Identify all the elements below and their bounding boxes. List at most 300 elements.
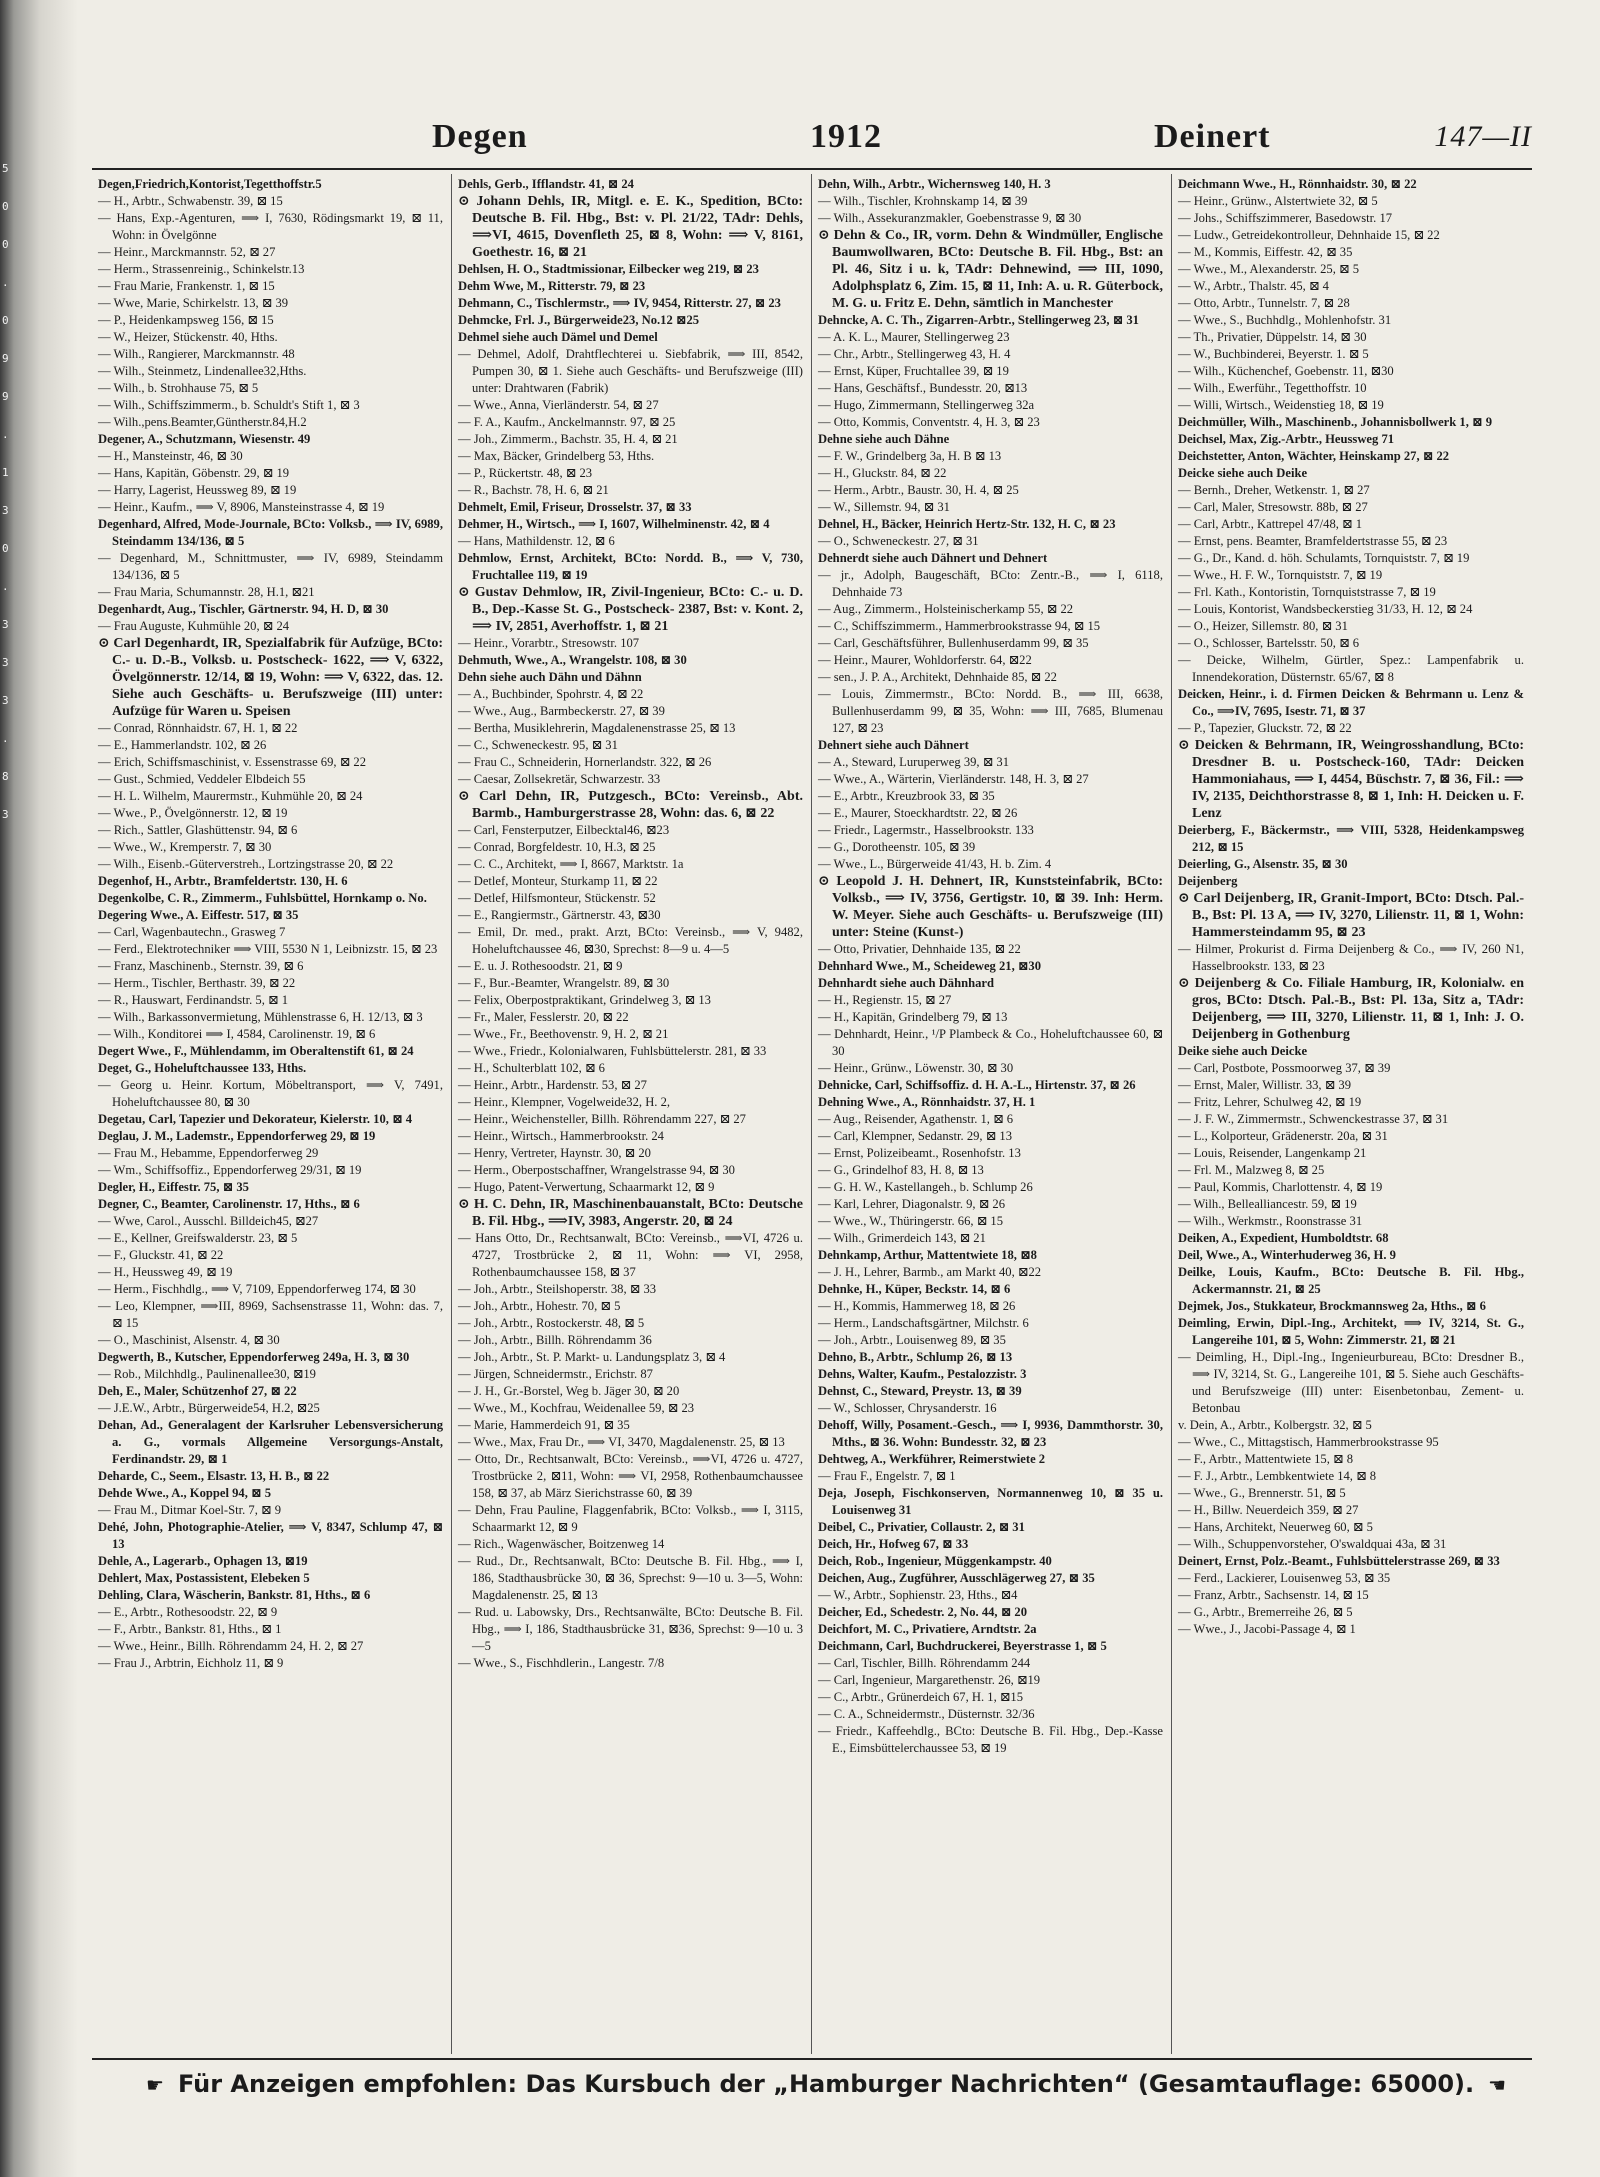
directory-entry: — Conrad, Rönnhaidstr. 67, H. 1, ⊠ 22 — [98, 721, 298, 735]
directory-entry: — Heinr., Vorarbtr., Stresowstr. 107 — [458, 636, 640, 650]
directory-entry: — Louis, Zimmermstr., BCto: Nordd. B., ⟹ III, 6638, Bullenhuserdamm 99, ⊠ 35, Wohn: ⟹ III, 7685, Blumenau 127, ⊠ 23 — [818, 687, 1163, 735]
directory-entry: — J. F. W., Zimmermstr., Schwenckestrasse 37, ⊠ 31 — [1178, 1112, 1449, 1126]
directory-entry: — Frau M., Hebamme, Eppendorferweg 29 — [98, 1146, 319, 1160]
directory-entry: — Carl, Klempner, Sedanstr. 29, ⊠ 13 — [818, 1129, 1013, 1143]
directory-entry: — W., Arbtr., Sophienstr. 23, Hths., ⊠4 — [818, 1588, 1018, 1602]
directory-entry: — Hugo, Patent-Verwertung, Schaarmarkt 12, ⊠ 9 — [458, 1180, 715, 1194]
directory-entry: — Herm., Fischhdlg., ⟹ V, 7109, Eppendorferweg 174, ⊠ 30 — [98, 1282, 416, 1296]
directory-entry: — R., Bachstr. 78, H. 6, ⊠ 21 — [458, 483, 609, 497]
directory-entry: — Frau J., Arbtrin, Eichholz 11, ⊠ 9 — [98, 1656, 284, 1670]
directory-entry: Dehling, Clara, Wäscherin, Bankstr. 81, Hths., ⊠ 6 — [98, 1588, 371, 1602]
directory-entry: — Heinr., Klempner, Vogelweide32, H. 2, — [458, 1095, 671, 1109]
directory-entry: — Wwe., Fr., Beethovenstr. 9, H. 2, ⊠ 21 — [458, 1027, 669, 1041]
directory-entry: Dehoff, Willy, Posament.-Gesch., ⟹ I, 9936, Dammthorstr. 30, Mths., ⊠ 36. Wohn: Bundesstr. 32, ⊠ 23 — [818, 1418, 1163, 1449]
directory-entry: ⊙ Carl Dehn, IR, Putzgesch., BCto: Vereinsb., Abt. Barmb., Hamburgerstrasse 28, Wohn: das. 6, ⊠ 22 — [458, 789, 803, 821]
directory-entry: — C., Arbtr., Grünerdeich 67, H. 1, ⊠15 — [818, 1690, 1024, 1704]
directory-entry: — G., Grindelhof 83, H. 8, ⊠ 13 — [818, 1163, 984, 1177]
directory-entry: Deibel, C., Privatier, Collaustr. 2, ⊠ 31 — [818, 1520, 1025, 1534]
directory-entry: — sen., J. P. A., Architekt, Dehnhaide 85, ⊠ 22 — [818, 670, 1057, 684]
directory-entry: — Georg u. Heinr. Kortum, Möbeltransport, ⟹ V, 7491, Hoheluftchaussee 80, ⊠ 30 — [98, 1078, 443, 1109]
directory-entry: — Frau M., Ditmar Koel-Str. 7, ⊠ 9 — [98, 1503, 282, 1517]
directory-entry: — O., Heizer, Sillemstr. 80, ⊠ 31 — [1178, 619, 1348, 633]
directory-entry: — Max, Bäcker, Grindelberg 53, Hths. — [458, 449, 655, 463]
directory-entry: Degener, A., Schutzmann, Wiesenstr. 49 — [98, 432, 311, 446]
directory-entry: — A., Steward, Luruperweg 39, ⊠ 31 — [818, 755, 1010, 769]
directory-entry: Dehning Wwe., A., Rönnhaidstr. 37, H. 1 — [818, 1095, 1036, 1109]
header-right-word: Deinert — [1154, 118, 1271, 155]
directory-entry: — Frau C., Schneiderin, Hornerlandstr. 322, ⊠ 26 — [458, 755, 712, 769]
directory-entry: — Herm., Landschaftsgärtner, Milchstr. 6 — [818, 1316, 1029, 1330]
directory-entry: Deja, Joseph, Fischkonserven, Normannenweg 10, ⊠ 35 u. Louisenweg 31 — [818, 1486, 1163, 1517]
directory-entry: Dehls, Gerb., Ifflandstr. 41, ⊠ 24 — [458, 177, 634, 191]
directory-entry: — Wwe., W., Kremperstr. 7, ⊠ 30 — [98, 840, 272, 854]
directory-entry: Deichfort, M. C., Privatiere, Arndtstr. 2a — [818, 1622, 1037, 1636]
directory-entry: — Wilh., Steinmetz, Lindenallee32,Hths. — [98, 364, 307, 378]
directory-columns — [92, 174, 1532, 2054]
directory-entry: Deijenberg — [1178, 874, 1238, 888]
directory-entry: Degenkolbe, C. R., Zimmerm., Fuhlsbüttel, Hornkamp o. No. — [98, 891, 427, 905]
directory-entry: — Wilh., Eisenb.-Güterverstreh., Lortzingstrasse 20, ⊠ 22 — [98, 857, 394, 871]
directory-entry: Dehmelt, Emil, Friseur, Drosselstr. 37, ⊠ 33 — [458, 500, 692, 514]
directory-entry: — Heinr., Arbtr., Hardenstr. 53, ⊠ 27 — [458, 1078, 647, 1092]
directory-entry: ⊙ Deicken & Behrmann, IR, Weingrosshandlung, BCto: Dresdner B. u. Postscheck-160, TAdr: Deicken Hammoniahaus, ⟹ I, 4454, Büschstr. 7, ⊠ 36, Fil.: ⟹ IV, 2135, Deichthorstrasse 8, ⊠ 1, Inh: H. Deicken u. F. Lenz — [1178, 738, 1524, 821]
directory-entry: — Rud., Dr., Rechtsanwalt, BCto: Deutsche B. Fil. Hbg., ⟹ I, 186, Stadthausbrücke 30, ⊠ 36, Sprechst: 9—10 u. 3—5, Wohn: Magdalenenstr. 25, ⊠ 13 — [458, 1554, 803, 1602]
directory-entry: Deilke, Louis, Kaufm., BCto: Deutsche B. Fil. Hbg., Ackermannstr. 21, ⊠ 25 — [1178, 1265, 1524, 1296]
directory-entry: — Wwe, Marie, Schirkelstr. 13, ⊠ 39 — [98, 296, 289, 310]
directory-entry: — Louis, Reisender, Langenkamp 21 — [1178, 1146, 1367, 1160]
directory-entry: — Heinr., Kaufm., ⟹ V, 8906, Mansteinstrasse 4, ⊠ 19 — [98, 500, 385, 514]
directory-entry: — Ernst, Maler, Willistr. 33, ⊠ 39 — [1178, 1078, 1352, 1092]
directory-entry: — Joh., Arbtr., Hohestr. 70, ⊠ 5 — [458, 1299, 621, 1313]
directory-entry: — Heinr., Grünw., Löwenstr. 30, ⊠ 30 — [818, 1061, 1014, 1075]
directory-entry: — Frau Auguste, Kuhmühle 20, ⊠ 24 — [98, 619, 290, 633]
pointing-hand-icon: ☛ — [146, 2073, 164, 2097]
directory-entry: — Carl, Postbote, Possmoorweg 37, ⊠ 39 — [1178, 1061, 1391, 1075]
directory-entry: — Franz, Arbtr., Sachsenstr. 14, ⊠ 15 — [1178, 1588, 1369, 1602]
directory-entry: Dehnst, C., Steward, Preystr. 13, ⊠ 39 — [818, 1384, 1022, 1398]
directory-entry: — Wilh., Ewerführ., Tegetthoffstr. 10 — [1178, 381, 1367, 395]
directory-entry: Deh, E., Maler, Schützenhof 27, ⊠ 22 — [98, 1384, 297, 1398]
directory-entry: — Wm., Schiffsoffiz., Eppendorferweg 29/31, ⊠ 19 — [98, 1163, 362, 1177]
directory-entry: — Joh., Arbtr., St. P. Markt- u. Landungsplatz 3, ⊠ 4 — [458, 1350, 726, 1364]
directory-entry: — W., Schlosser, Chrysanderstr. 16 — [818, 1401, 997, 1415]
directory-entry: — Heinr., Maurer, Wohldorferstr. 64, ⊠22 — [818, 653, 1032, 667]
directory-entry: Dehde Wwe., A., Koppel 94, ⊠ 5 — [98, 1486, 271, 1500]
directory-entry: Dehmann, C., Tischlermstr., ⟹ IV, 9454, Ritterstr. 27, ⊠ 23 — [458, 296, 781, 310]
directory-entry: — Emil, Dr. med., prakt. Arzt, BCto: Vereinsb., ⟹ V, 9482, Hoheluftchaussee 46, ⊠30, Sprechst: 8—9 u. 4—5 — [458, 925, 803, 956]
directory-entry: — Ludw., Getreidekontrolleur, Dehnhaide 15, ⊠ 22 — [1178, 228, 1440, 242]
directory-entry: Deimling, Erwin, Dipl.-Ing., Architekt, ⟹ IV, 3214, St. G., Langereihe 101, ⊠ 5, Wohn: Zimmerstr. 21, ⊠ 21 — [1178, 1316, 1524, 1347]
directory-entry: ⊙ H. C. Dehn, IR, Maschinenbauanstalt, BCto: Deutsche B. Fil. Hbg., ⟹IV, 3983, Angerstr. 20, ⊠ 24 — [458, 1197, 803, 1229]
directory-entry: — Frl. M., Malzweg 8, ⊠ 25 — [1178, 1163, 1325, 1177]
directory-entry: Deichsel, Max, Zig.-Arbtr., Heussweg 71 — [1178, 432, 1395, 446]
directory-entry: — Rich., Sattler, Glashüttenstr. 94, ⊠ 6 — [98, 823, 298, 837]
directory-entry: Deierberg, F., Bäckermstr., ⟹ VIII, 5328, Heidenkampsweg 212, ⊠ 15 — [1178, 823, 1524, 854]
directory-entry: — Wwe., Friedr., Kolonialwaren, Fuhlsbüttelerstr. 281, ⊠ 33 — [458, 1044, 767, 1058]
directory-entry: — Otto, Dr., Rechtsanwalt, BCto: Vereinsb., ⟹VI, 4726 u. 4727, Trostbrücke 2, ⊠11, Wohn: ⟹ VI, 2958, Rothenbaumchaussee 158, ⊠ 37, ab März Sierichstrasse 60, ⊠ 39 — [458, 1452, 803, 1500]
page-header — [92, 110, 1532, 170]
directory-entry: — G., Dorotheenstr. 105, ⊠ 39 — [818, 840, 976, 854]
advertisement-footer — [132, 2070, 1512, 2110]
directory-entry: — F. A., Kaufm., Anckelmannstr. 97, ⊠ 25 — [458, 415, 676, 429]
directory-entry: — H., Heussweg 49, ⊠ 19 — [98, 1265, 233, 1279]
directory-entry: Deicher, Ed., Schedestr. 2, No. 44, ⊠ 20 — [818, 1605, 1028, 1619]
directory-entry: Dehlert, Max, Postassistent, Elebeken 5 — [98, 1571, 310, 1585]
directory-entry: — Deicke, Wilhelm, Gürtler, Spez.: Lampenfabrik u. Innendekoration, Düsternstr. 65/67, ⊠ 8 — [1178, 653, 1524, 684]
directory-entry: Dehnkamp, Arthur, Mattentwiete 18, ⊠8 — [818, 1248, 1037, 1262]
column-2 — [452, 174, 812, 2054]
directory-entry: — H. L. Wilhelm, Maurermstr., Kuhmühle 20, ⊠ 24 — [98, 789, 363, 803]
directory-entry: — Frau Maria, Schumannstr. 28, H.1, ⊠21 — [98, 585, 315, 599]
directory-entry: — Aug., Reisender, Agathenstr. 1, ⊠ 6 — [818, 1112, 1014, 1126]
directory-entry: — Chr., Arbtr., Stellingerweg 43, H. 4 — [818, 347, 1011, 361]
header-rule — [92, 168, 1532, 170]
directory-entry: — F., Gluckstr. 41, ⊠ 22 — [98, 1248, 224, 1262]
directory-entry: v. Dein, A., Arbtr., Kolbergstr. 32, ⊠ 5 — [1178, 1418, 1372, 1432]
directory-entry: — Aug., Zimmerm., Holsteinischerkamp 55, ⊠ 22 — [818, 602, 1074, 616]
directory-entry: — Degenhard, M., Schnittmuster, ⟹ IV, 6989, Steindamm 134/136, ⊠ 5 — [98, 551, 443, 582]
directory-entry: — Ernst, Küper, Fruchtallee 39, ⊠ 19 — [818, 364, 1009, 378]
directory-entry: Dehne siehe auch Dähne — [818, 432, 950, 446]
directory-entry: — Carl, Fensterputzer, Eilbecktal46, ⊠23 — [458, 823, 670, 837]
directory-entry: Deicke siehe auch Deike — [1178, 466, 1308, 480]
directory-entry: Degenhof, H., Arbtr., Bramfeldertstr. 130, H. 6 — [98, 874, 348, 888]
directory-entry: Dehnicke, Carl, Schiffsoffiz. d. H. A.-L., Hirtenstr. 37, ⊠ 26 — [818, 1078, 1136, 1092]
directory-entry: — Franz, Maschinenb., Sternstr. 39, ⊠ 6 — [98, 959, 304, 973]
directory-entry: ⊙ Gustav Dehmlow, IR, Zivil-Ingenieur, BCto: C.- u. D. B., Dep.-Kasse St. G., Postscheck- 2387, Bst: v. Kont. 2, ⟹ IV, 2851, Averhoffstr. 1, ⊠ 21 — [458, 585, 803, 634]
directory-entry: Deinert, Ernst, Polz.-Beamt., Fuhlsbüttelerstrasse 269, ⊠ 33 — [1178, 1554, 1500, 1568]
header-left-word: Degen — [432, 118, 528, 155]
directory-entry: — O., Schlosser, Bartelsstr. 50, ⊠ 6 — [1178, 636, 1360, 650]
directory-entry: — Heinr., Wirtsch., Hammerbrookstr. 24 — [458, 1129, 664, 1143]
directory-entry: — Hans, Exp.-Agenturen, ⟹ I, 7630, Rödingsmarkt 19, ⊠ 11, Wohn: in Övelgönne — [98, 211, 443, 242]
directory-entry: — Paul, Kommis, Charlottenstr. 4, ⊠ 19 — [1178, 1180, 1383, 1194]
directory-entry: — Harry, Lagerist, Heussweg 89, ⊠ 19 — [98, 483, 297, 497]
column-3 — [812, 174, 1172, 2054]
directory-entry: — Wwe., G., Brennerstr. 51, ⊠ 5 — [1178, 1486, 1346, 1500]
directory-entry: Deich, Rob., Ingenieur, Müggenkampstr. 40 — [818, 1554, 1052, 1568]
directory-entry: Degenhard, Alfred, Mode-Journale, BCto: Volksb., ⟹ IV, 6989, Steindamm 134/136, ⊠ 5 — [98, 517, 443, 548]
directory-entry: — F., Arbtr., Bankstr. 81, Hths., ⊠ 1 — [98, 1622, 282, 1636]
directory-entry: — Joh., Zimmerm., Bachstr. 35, H. 4, ⊠ 21 — [458, 432, 678, 446]
directory-entry: — Otto, Kommis, Conventstr. 4, H. 3, ⊠ 23 — [818, 415, 1040, 429]
directory-entry: — Wilh., Tischler, Krohnskamp 14, ⊠ 39 — [818, 194, 1028, 208]
directory-entry: — Wilh., b. Strohhause 75, ⊠ 5 — [98, 381, 259, 395]
directory-entry: Degetau, Carl, Tapezier und Dekorateur, Kielerstr. 10, ⊠ 4 — [98, 1112, 413, 1126]
directory-entry: — Felix, Oberpostpraktikant, Grindelweg 3, ⊠ 13 — [458, 993, 711, 1007]
directory-entry: — Deimling, H., Dipl.-Ing., Ingenieurbureau, BCto: Dresdner B., ⟹ IV, 3214, St. G., Langereihe 101, ⊠ 5. Siehe auch Geschäfts- und Berufszweige (III) unter: Eisenbetonbau, Zement- u. Betonbau — [1178, 1350, 1524, 1415]
directory-entry: — Joh., Arbtr., Rostockerstr. 48, ⊠ 5 — [458, 1316, 645, 1330]
directory-entry: ⊙ Deijenberg & Co. Filiale Hamburg, IR, Kolonialw. en gros, BCto: Dtsch. Pal.-B., Bst: Pl. 13a, Sitz a, TAdr: Deijenberg, ⟹ III, 3270, Lilienstr. 11, ⊠ 1, Inh: J. O. Deijenberg in Gothenburg — [1178, 976, 1524, 1042]
directory-entry: — J. H., Gr.-Borstel, Weg b. Jäger 30, ⊠ 20 — [458, 1384, 680, 1398]
directory-entry: Dehno, B., Arbtr., Schlump 26, ⊠ 13 — [818, 1350, 1013, 1364]
directory-entry: — Friedr., Lagermstr., Hasselbrookstr. 133 — [818, 823, 1034, 837]
directory-entry: Dehnert siehe auch Dähnert — [818, 738, 969, 752]
directory-entry: — Wwe., C., Mittagstisch, Hammerbrookstrasse 95 — [1178, 1435, 1439, 1449]
directory-entry: — Ernst, Polizeibeamt., Rosenhofstr. 13 — [818, 1146, 1021, 1160]
directory-entry: — Wilh., Rangierer, Marckmannstr. 48 — [98, 347, 295, 361]
directory-entry: — Joh., Arbtr., Steilshoperstr. 38, ⊠ 33 — [458, 1282, 657, 1296]
directory-entry: ⊙ Johann Dehls, IR, Mitgl. e. E. K., Spedition, BCto: Deutsche B. Fil. Hbg., Bst: v. Pl. 21/22, TAdr: Dehls, ⟹VI, 4615, Dovenfleth 25, ⊠ 8, Wohn: ⟹ V, 8161, Goethestr. 16, ⊠ 21 — [458, 194, 803, 260]
pointing-hand-icon: ☚ — [1488, 2073, 1507, 2097]
directory-entry: — Frau Marie, Frankenstr. 1, ⊠ 15 — [98, 279, 275, 293]
directory-entry: — Dehmel, Adolf, Drahtflechterei u. Siebfabrik, ⟹ III, 8542, Pumpen 30, ⊠ 1. Siehe auch Geschäfts- und Berufszweige (III) unter: Drahtwaren (Fabrik) — [458, 347, 803, 395]
directory-entry: — Otto, Arbtr., Tunnelstr. 7, ⊠ 28 — [1178, 296, 1350, 310]
directory-entry: — Fr., Maler, Fesslerstr. 20, ⊠ 22 — [458, 1010, 629, 1024]
directory-entry: Deharde, C., Seem., Elsastr. 13, H. B., ⊠ 22 — [98, 1469, 330, 1483]
directory-entry: — Th., Privatier, Düppelstr. 14, ⊠ 30 — [1178, 330, 1367, 344]
directory-entry: — Heinr., Marckmannstr. 52, ⊠ 27 — [98, 245, 276, 259]
directory-entry: — Joh., Arbtr., Louisenweg 89, ⊠ 35 — [818, 1333, 1006, 1347]
directory-entry: — G., Dr., Kand. d. höh. Schulamts, Tornquiststr. 7, ⊠ 19 — [1178, 551, 1470, 565]
directory-entry: Degenhardt, Aug., Tischler, Gärtnerstr. 94, H. D, ⊠ 30 — [98, 602, 389, 616]
directory-entry: Deichmüller, Wilh., Maschinenb., Johannisbollwerk 1, ⊠ 9 — [1178, 415, 1493, 429]
directory-entry: — Dehnhardt, Heinr., ¹/P Plambeck & Co., Hoheluftchaussee 60, ⊠ 30 — [818, 1027, 1163, 1058]
directory-entry: Deich, Hr., Hofweg 67, ⊠ 33 — [818, 1537, 969, 1551]
directory-entry: — Herm., Arbtr., Baustr. 30, H. 4, ⊠ 25 — [818, 483, 1019, 497]
directory-entry: Dehmel siehe auch Dämel und Demel — [458, 330, 658, 344]
directory-entry: Dehnerdt siehe auch Dähnert und Dehnert — [818, 551, 1048, 565]
directory-entry: Degen,Friedrich,Kontorist,Tegetthoffstr.5 — [98, 177, 322, 191]
directory-entry: — Carl, Maler, Stresowstr. 88b, ⊠ 27 — [1178, 500, 1368, 514]
directory-entry: — Wwe., P., Övelgönnerstr. 12, ⊠ 19 — [98, 806, 288, 820]
directory-entry: — C., Schiffszimmerm., Hammerbrookstrasse 94, ⊠ 15 — [818, 619, 1101, 633]
directory-entry: — M., Kommis, Eiffestr. 42, ⊠ 35 — [1178, 245, 1353, 259]
directory-entry: — Joh., Arbtr., Billh. Röhrendamm 36 — [458, 1333, 652, 1347]
directory-entry: — Wwe., Anna, Vierländerstr. 54, ⊠ 27 — [458, 398, 659, 412]
directory-entry: — Carl, Tischler, Billh. Röhrendamm 244 — [818, 1656, 1031, 1670]
directory-entry: — Marie, Hammerdeich 91, ⊠ 35 — [458, 1418, 630, 1432]
directory-entry: — E., Hammerlandstr. 102, ⊠ 26 — [98, 738, 267, 752]
directory-entry: — Bernh., Dreher, Wetkenstr. 1, ⊠ 27 — [1178, 483, 1370, 497]
directory-entry: Degwerth, B., Kutscher, Eppendorferweg 249a, H. 3, ⊠ 30 — [98, 1350, 410, 1364]
directory-entry: — Wilh., Küchenchef, Goebenstr. 11, ⊠30 — [1178, 364, 1394, 378]
directory-entry: — Frl. Kath., Kontoristin, Tornquiststrasse 7, ⊠ 19 — [1178, 585, 1436, 599]
directory-entry: — Johs., Schiffszimmerer, Basedowstr. 17 — [1178, 211, 1393, 225]
directory-entry: — Wwe., J., Jacobi-Passage 4, ⊠ 1 — [1178, 1622, 1356, 1636]
directory-entry: Dehmlow, Ernst, Architekt, BCto: Nordd. B., ⟹ V, 730, Fruchtallee 119, ⊠ 19 — [458, 551, 803, 582]
directory-entry: — F. W., Grindelberg 3a, H. B ⊠ 13 — [818, 449, 1002, 463]
directory-entry: — Detlef, Monteur, Sturkamp 11, ⊠ 22 — [458, 874, 658, 888]
directory-entry: — A. K. L., Maurer, Stellingerweg 23 — [818, 330, 1010, 344]
directory-entry: — Hans, Mathildenstr. 12, ⊠ 6 — [458, 534, 615, 548]
directory-entry: — Wilh., Werkmstr., Roonstrasse 31 — [1178, 1214, 1363, 1228]
directory-entry: Dehns, Walter, Kaufm., Pestalozzistr. 3 — [818, 1367, 1027, 1381]
directory-entry: — C. A., Schneidermstr., Düsternstr. 32/36 — [818, 1707, 1035, 1721]
directory-entry: — H., Regienstr. 15, ⊠ 27 — [818, 993, 952, 1007]
directory-entry: — H., Gluckstr. 84, ⊠ 22 — [818, 466, 947, 480]
directory-entry: — C., Schweneckestr. 95, ⊠ 31 — [458, 738, 618, 752]
directory-entry: ⊙ Leopold J. H. Dehnert, IR, Kunststeinfabrik, BCto: Volksb., ⟹ IV, 3756, Gertigstr. 10, ⊠ 39. Inh: Herm. W. Meyer. Siehe auch Geschäfts- u. Berufszweige (III) unter: Steine (Kunst-) — [818, 874, 1163, 940]
directory-entry: — H., Kapitän, Grindelberg 79, ⊠ 13 — [818, 1010, 1008, 1024]
directory-entry: — F., Bur.-Beamter, Wrangelstr. 89, ⊠ 30 — [458, 976, 670, 990]
directory-entry: — Hilmer, Prokurist d. Firma Deijenberg & Co., ⟹ IV, 260 N1, Hasselbrookstr. 133, ⊠ 23 — [1178, 942, 1524, 973]
directory-entry: — Herm., Tischler, Berthastr. 39, ⊠ 22 — [98, 976, 296, 990]
directory-entry: — Willi, Wirtsch., Weidenstieg 18, ⊠ 19 — [1178, 398, 1384, 412]
directory-entry: Dehan, Ad., Generalagent der Karlsruher Lebensversicherung a. G., vormals Allgemeine Versorgungs-Anstalt, Ferdinandstr. 29, ⊠ 1 — [98, 1418, 443, 1466]
directory-entry: — Herm., Strassenreinig., Schinkelstr.13 — [98, 262, 305, 276]
directory-entry: — J. H., Lehrer, Barmb., am Markt 40, ⊠22 — [818, 1265, 1042, 1279]
directory-entry: — Wwe., S., Buchhdlg., Mohlenhofstr. 31 — [1178, 313, 1392, 327]
directory-entry: — Wwe., Max, Frau Dr., ⟹ VI, 3470, Magdalenenstr. 25, ⊠ 13 — [458, 1435, 785, 1449]
directory-entry: — Wwe., S., Fischhdlerin., Langestr. 7/8 — [458, 1656, 665, 1670]
directory-entry: — Wwe., H. F. W., Tornquiststr. 7, ⊠ 19 — [1178, 568, 1383, 582]
directory-entry: — Wilh., Barkassonvermietung, Mühlenstrasse 6, H. 12/13, ⊠ 3 — [98, 1010, 423, 1024]
directory-entry: — Herm., Oberpostschaffner, Wrangelstrasse 94, ⊠ 30 — [458, 1163, 735, 1177]
directory-entry: — Wwe, Carol., Ausschl. Billdeich45, ⊠27 — [98, 1214, 319, 1228]
directory-entry: Dehn, Wilh., Arbtr., Wichernsweg 140, H. 3 — [818, 177, 1051, 191]
directory-entry: Dehm Wwe, M., Ritterstr. 79, ⊠ 23 — [458, 279, 646, 293]
directory-entry: — Ferd., Elektrotechniker ⟹ VIII, 5530 N 1, Leibnizstr. 15, ⊠ 23 — [98, 942, 438, 956]
directory-entry: Deget, G., Hoheluftchaussee 133, Hths. — [98, 1061, 307, 1075]
directory-entry: — Wwe., Heinr., Billh. Röhrendamm 24, H. 2, ⊠ 27 — [98, 1639, 364, 1653]
directory-entry: — F., Arbtr., Mattentwiete 15, ⊠ 8 — [1178, 1452, 1353, 1466]
directory-entry: — H., Schulterblatt 102, ⊠ 6 — [458, 1061, 605, 1075]
directory-entry: Deil, Wwe., A., Winterhuderweg 36, H. 9 — [1178, 1248, 1396, 1262]
directory-entry: — Carl, Arbtr., Kattrepel 47/48, ⊠ 1 — [1178, 517, 1363, 531]
directory-entry: — W., Sillemstr. 94, ⊠ 31 — [818, 500, 950, 514]
directory-entry: Deike siehe auch Deicke — [1178, 1044, 1308, 1058]
directory-entry: — Rob., Milchhdlg., Paulinenallee30, ⊠19 — [98, 1367, 316, 1381]
directory-entry: — Rud. u. Labowsky, Drs., Rechtsanwälte, BCto: Deutsche B. Fil. Hbg., ⟹ I, 186, Stadthausbrücke 31, ⊠36, Sprechst: 9—10 u. 3—5 — [458, 1605, 803, 1653]
directory-entry: — Wwe., M., Kochfrau, Weidenallee 59, ⊠ 23 — [458, 1401, 695, 1415]
directory-entry: Deierling, G., Alsenstr. 35, ⊠ 30 — [1178, 857, 1348, 871]
directory-entry: Deichmann Wwe., H., Rönnhaidstr. 30, ⊠ 22 — [1178, 177, 1417, 191]
directory-entry: — H., Kommis, Hammerweg 18, ⊠ 26 — [818, 1299, 1016, 1313]
directory-entry: — Caesar, Zollsekretär, Schwarzestr. 33 — [458, 772, 661, 786]
directory-entry: — Louis, Kontorist, Wandsbeckerstieg 31/33, H. 12, ⊠ 24 — [1178, 602, 1473, 616]
directory-entry: — L., Kolporteur, Grädenerstr. 20a, ⊠ 31 — [1178, 1129, 1388, 1143]
directory-entry: — Dehn, Frau Pauline, Flaggenfabrik, BCto: Volksb., ⟹ I, 3115, Schaarmarkt 12, ⊠ 9 — [458, 1503, 803, 1534]
directory-entry: — Wilh., Bellealliancestr. 59, ⊠ 19 — [1178, 1197, 1357, 1211]
directory-entry: — Wwe., A., Wärterin, Vierländerstr. 148, H. 3, ⊠ 27 — [818, 772, 1089, 786]
directory-entry: — Wwe., M., Alexanderstr. 25, ⊠ 5 — [1178, 262, 1360, 276]
directory-entry: — Ernst, pens. Beamter, Bramfeldertstrasse 55, ⊠ 23 — [1178, 534, 1448, 548]
directory-entry: — Wwe., W., Thüringerstr. 66, ⊠ 15 — [818, 1214, 1003, 1228]
scan-edge — [0, 0, 78, 2177]
directory-entry: — H., Billw. Neuerdeich 359, ⊠ 27 — [1178, 1503, 1359, 1517]
directory-entry: — Wilh., Assekuranzmakler, Goebenstrasse 9, ⊠ 30 — [818, 211, 1082, 225]
directory-entry: — jr., Adolph, Baugeschäft, BCto: Zentr.-B., ⟹ I, 6118, Dehnhaide 73 — [818, 568, 1163, 599]
directory-entry: — Hans, Architekt, Neuerweg 60, ⊠ 5 — [1178, 1520, 1373, 1534]
directory-entry: — H., Mansteinstr, 46, ⊠ 30 — [98, 449, 243, 463]
directory-entry: — Fritz, Lehrer, Schulweg 42, ⊠ 19 — [1178, 1095, 1362, 1109]
directory-entry: Dehnhard Wwe., M., Scheideweg 21, ⊠30 — [818, 959, 1042, 973]
directory-entry: Deichmann, Carl, Buchdruckerei, Beyerstrasse 1, ⊠ 5 — [818, 1639, 1107, 1653]
directory-entry: ⊙ Carl Deijenberg, IR, Granit-Import, BCto: Dtsch. Pal.-B., Bst: Pl. 13 A, ⟹ IV, 3270, Lilienstr. 11, ⊠ 1, Wohn: Hammersteindamm 95, ⊠ 23 — [1178, 891, 1524, 940]
directory-entry: — E., Arbtr., Kreuzbrook 33, ⊠ 35 — [818, 789, 995, 803]
directory-entry: — W., Buchbinderei, Beyerstr. 1. ⊠ 5 — [1178, 347, 1369, 361]
directory-entry: — Wilh., Schiffszimmerm., b. Schuldt's Stift 1, ⊠ 3 — [98, 398, 360, 412]
header-year: 1912 — [810, 118, 882, 155]
directory-entry: — C. C., Architekt, ⟹ I, 8667, Marktstr. 1a — [458, 857, 684, 871]
directory-entry: Deicken, Heinr., i. d. Firmen Deicken & Behrmann u. Lenz & Co., ⟹IV, 7695, Isestr. 71, ⊠ 37 — [1178, 687, 1524, 718]
page-number: 147—II — [1434, 120, 1532, 153]
directory-entry: — P., Tapezier, Gluckstr. 72, ⊠ 22 — [1178, 721, 1352, 735]
directory-entry: Dehmer, H., Wirtsch., ⟹ I, 1607, Wilhelminenstr. 42, ⊠ 4 — [458, 517, 770, 531]
directory-entry: — Gust., Schmied, Veddeler Elbdeich 55 — [98, 772, 306, 786]
directory-entry: Deglau, J. M., Lademstr., Eppendorferweg 29, ⊠ 19 — [98, 1129, 376, 1143]
directory-entry: — W., Heizer, Stückenstr. 40, Hths. — [98, 330, 278, 344]
directory-entry: — G., Arbtr., Bremerreihe 26, ⊠ 5 — [1178, 1605, 1353, 1619]
directory-entry: Dehnel, H., Bäcker, Heinrich Hertz-Str. 132, H. C, ⊠ 23 — [818, 517, 1116, 531]
directory-entry: Dehlsen, H. O., Stadtmissionar, Eilbecker weg 219, ⊠ 23 — [458, 262, 759, 276]
directory-entry: — O., Maschinist, Alsenstr. 4, ⊠ 30 — [98, 1333, 280, 1347]
directory-entry: — Friedr., Kaffeehdlg., BCto: Deutsche B. Fil. Hbg., Dep.-Kasse E., Eimsbüttelerchaussee 53, ⊠ 19 — [818, 1724, 1163, 1755]
column-1 — [92, 174, 452, 2054]
footer-rule — [92, 2058, 1532, 2060]
directory-entry: — P., Rückertstr. 48, ⊠ 23 — [458, 466, 593, 480]
directory-entry: — Wilh.,pens.Beamter,Güntherstr.84,H.2 — [98, 415, 307, 429]
directory-entry: — E. u. J. Rothesoodstr. 21, ⊠ 9 — [458, 959, 623, 973]
directory-entry: Dehmuth, Wwe., A., Wrangelstr. 108, ⊠ 30 — [458, 653, 687, 667]
directory-entry: — A., Buchbinder, Spohrstr. 4, ⊠ 22 — [458, 687, 644, 701]
directory-entry: — Henry, Vertreter, Haynstr. 30, ⊠ 20 — [458, 1146, 651, 1160]
directory-entry: ⊙ Dehn & Co., IR, vorm. Dehn & Windmüller, Englische Baumwollwaren, BCto: Deutsche B. Fil. Hbg., Bst: an Pl. 46, Sitz i u. k, TAdr: Dehnewind, ⟹ III, 1090, Adolphsplatz 6, Zim. 15, ⊠ 11, Inh: A. u. R. Güterbock, M. G. u. Fritz E. Dehn, sämtlich in Manchester — [818, 228, 1163, 311]
directory-entry: — E., Maurer, Stoeckhardtstr. 22, ⊠ 26 — [818, 806, 1018, 820]
directory-page — [92, 110, 1532, 2140]
directory-entry: — Detlef, Hilfsmonteur, Stückenstr. 52 — [458, 891, 656, 905]
column-4 — [1172, 174, 1532, 2054]
directory-entry: — H., Arbtr., Schwabenstr. 39, ⊠ 15 — [98, 194, 283, 208]
edge-glyphs: 5 0 0 . 0 9 9 . 1 3 0 . 3 3 3 . 8 3 — [2, 162, 9, 821]
directory-entry: Degering Wwe., A. Eiffestr. 517, ⊠ 35 — [98, 908, 299, 922]
directory-entry: Dehtweg, A., Werkführer, Reimerstwiete 2 — [818, 1452, 1046, 1466]
directory-entry: — R., Hauswart, Ferdinandstr. 5, ⊠ 1 — [98, 993, 288, 1007]
footer-text: Für Anzeigen empfohlen: Das Kursbuch der „Hamburger Nachrichten“ (Gesamtauflage: 65000). — [177, 2070, 1475, 2098]
directory-entry: Degner, C., Beamter, Carolinenstr. 17, Hths., ⊠ 6 — [98, 1197, 360, 1211]
directory-entry: — Bertha, Musiklehrerin, Magdalenenstrasse 25, ⊠ 13 — [458, 721, 736, 735]
directory-entry: — Leo, Klempner, ⟹III, 8969, Sachsenstrasse 11, Wohn: das. 7, ⊠ 15 — [98, 1299, 443, 1330]
directory-entry: — Conrad, Borgfeldestr. 10, H.3, ⊠ 25 — [458, 840, 656, 854]
directory-entry: — Carl, Ingenieur, Margarethenstr. 26, ⊠19 — [818, 1673, 1041, 1687]
directory-entry: — Carl, Wagenbautechn., Grasweg 7 — [98, 925, 286, 939]
directory-entry: — O., Schweneckestr. 27, ⊠ 31 — [818, 534, 979, 548]
directory-entry: — Ferd., Lackierer, Louisenweg 53, ⊠ 35 — [1178, 1571, 1391, 1585]
directory-entry: Dehé, John, Photographie-Atelier, ⟹ V, 8347, Schlump 47, ⊠ 13 — [98, 1520, 443, 1551]
directory-entry: — Wwe., L., Bürgerweide 41/43, H. b. Zim. 4 — [818, 857, 1052, 871]
directory-entry: — Heinr., Grünw., Alstertwiete 32, ⊠ 5 — [1178, 194, 1378, 208]
directory-entry: Deiken, A., Expedient, Humboldtstr. 68 — [1178, 1231, 1389, 1245]
directory-entry: Deichen, Aug., Zugführer, Ausschlägerweg 27, ⊠ 35 — [818, 1571, 1095, 1585]
directory-entry: Dehnhardt siehe auch Dähnhard — [818, 976, 994, 990]
directory-entry: — Rich., Wagenwäscher, Boitzenweg 14 — [458, 1537, 665, 1551]
directory-entry: — E., Kellner, Greifswalderstr. 23, ⊠ 5 — [98, 1231, 298, 1245]
directory-entry: Dehmcke, Frl. J., Bürgerweide23, No.12 ⊠25 — [458, 313, 700, 327]
directory-entry: — E., Arbtr., Rothesoodstr. 22, ⊠ 9 — [98, 1605, 278, 1619]
directory-entry: — J.E.W., Arbtr., Bürgerweide54, H.2, ⊠25 — [98, 1401, 320, 1415]
directory-entry: Dejmek, Jos., Stukkateur, Brockmannsweg 2a, Hths., ⊠ 6 — [1178, 1299, 1486, 1313]
directory-entry: — Erich, Schiffsmaschinist, v. Essenstrasse 69, ⊠ 22 — [98, 755, 366, 769]
directory-entry: — Carl, Geschäftsführer, Bullenhuserdamm 99, ⊠ 35 — [818, 636, 1089, 650]
directory-entry: — G. H. W., Kastellangeh., b. Schlump 26 — [818, 1180, 1033, 1194]
directory-entry: — Hans, Geschäftsf., Bundesstr. 20, ⊠13 — [818, 381, 1028, 395]
directory-entry: — Wilh., Konditorei ⟹ I, 4584, Carolinenstr. 19, ⊠ 6 — [98, 1027, 376, 1041]
directory-entry: — Hans, Kapitän, Göbenstr. 29, ⊠ 19 — [98, 466, 290, 480]
directory-entry: Degler, H., Eiffestr. 75, ⊠ 35 — [98, 1180, 249, 1194]
directory-entry: Deichstetter, Anton, Wächter, Heinskamp 27, ⊠ 22 — [1178, 449, 1450, 463]
directory-entry: — Wilh., Grimerdeich 143, ⊠ 21 — [818, 1231, 986, 1245]
directory-entry: — Karl, Lehrer, Diagonalstr. 9, ⊠ 26 — [818, 1197, 1006, 1211]
directory-entry: — Heinr., Weichensteller, Billh. Röhrendamm 227, ⊠ 27 — [458, 1112, 746, 1126]
directory-entry: Dehn siehe auch Dähn und Dähnn — [458, 670, 642, 684]
directory-entry: — F. J., Arbtr., Lembkentwiete 14, ⊠ 8 — [1178, 1469, 1377, 1483]
directory-entry: — W., Arbtr., Thalstr. 45, ⊠ 4 — [1178, 279, 1329, 293]
directory-entry: Dehnke, H., Küper, Beckstr. 14, ⊠ 6 — [818, 1282, 1011, 1296]
directory-entry: — Hugo, Zimmermann, Stellingerweg 32a — [818, 398, 1035, 412]
directory-entry: Dehncke, A. C. Th., Zigarren-Arbtr., Stellingerweg 23, ⊠ 31 — [818, 313, 1139, 327]
directory-entry: — Jürgen, Schneidermstr., Erichstr. 87 — [458, 1367, 653, 1381]
